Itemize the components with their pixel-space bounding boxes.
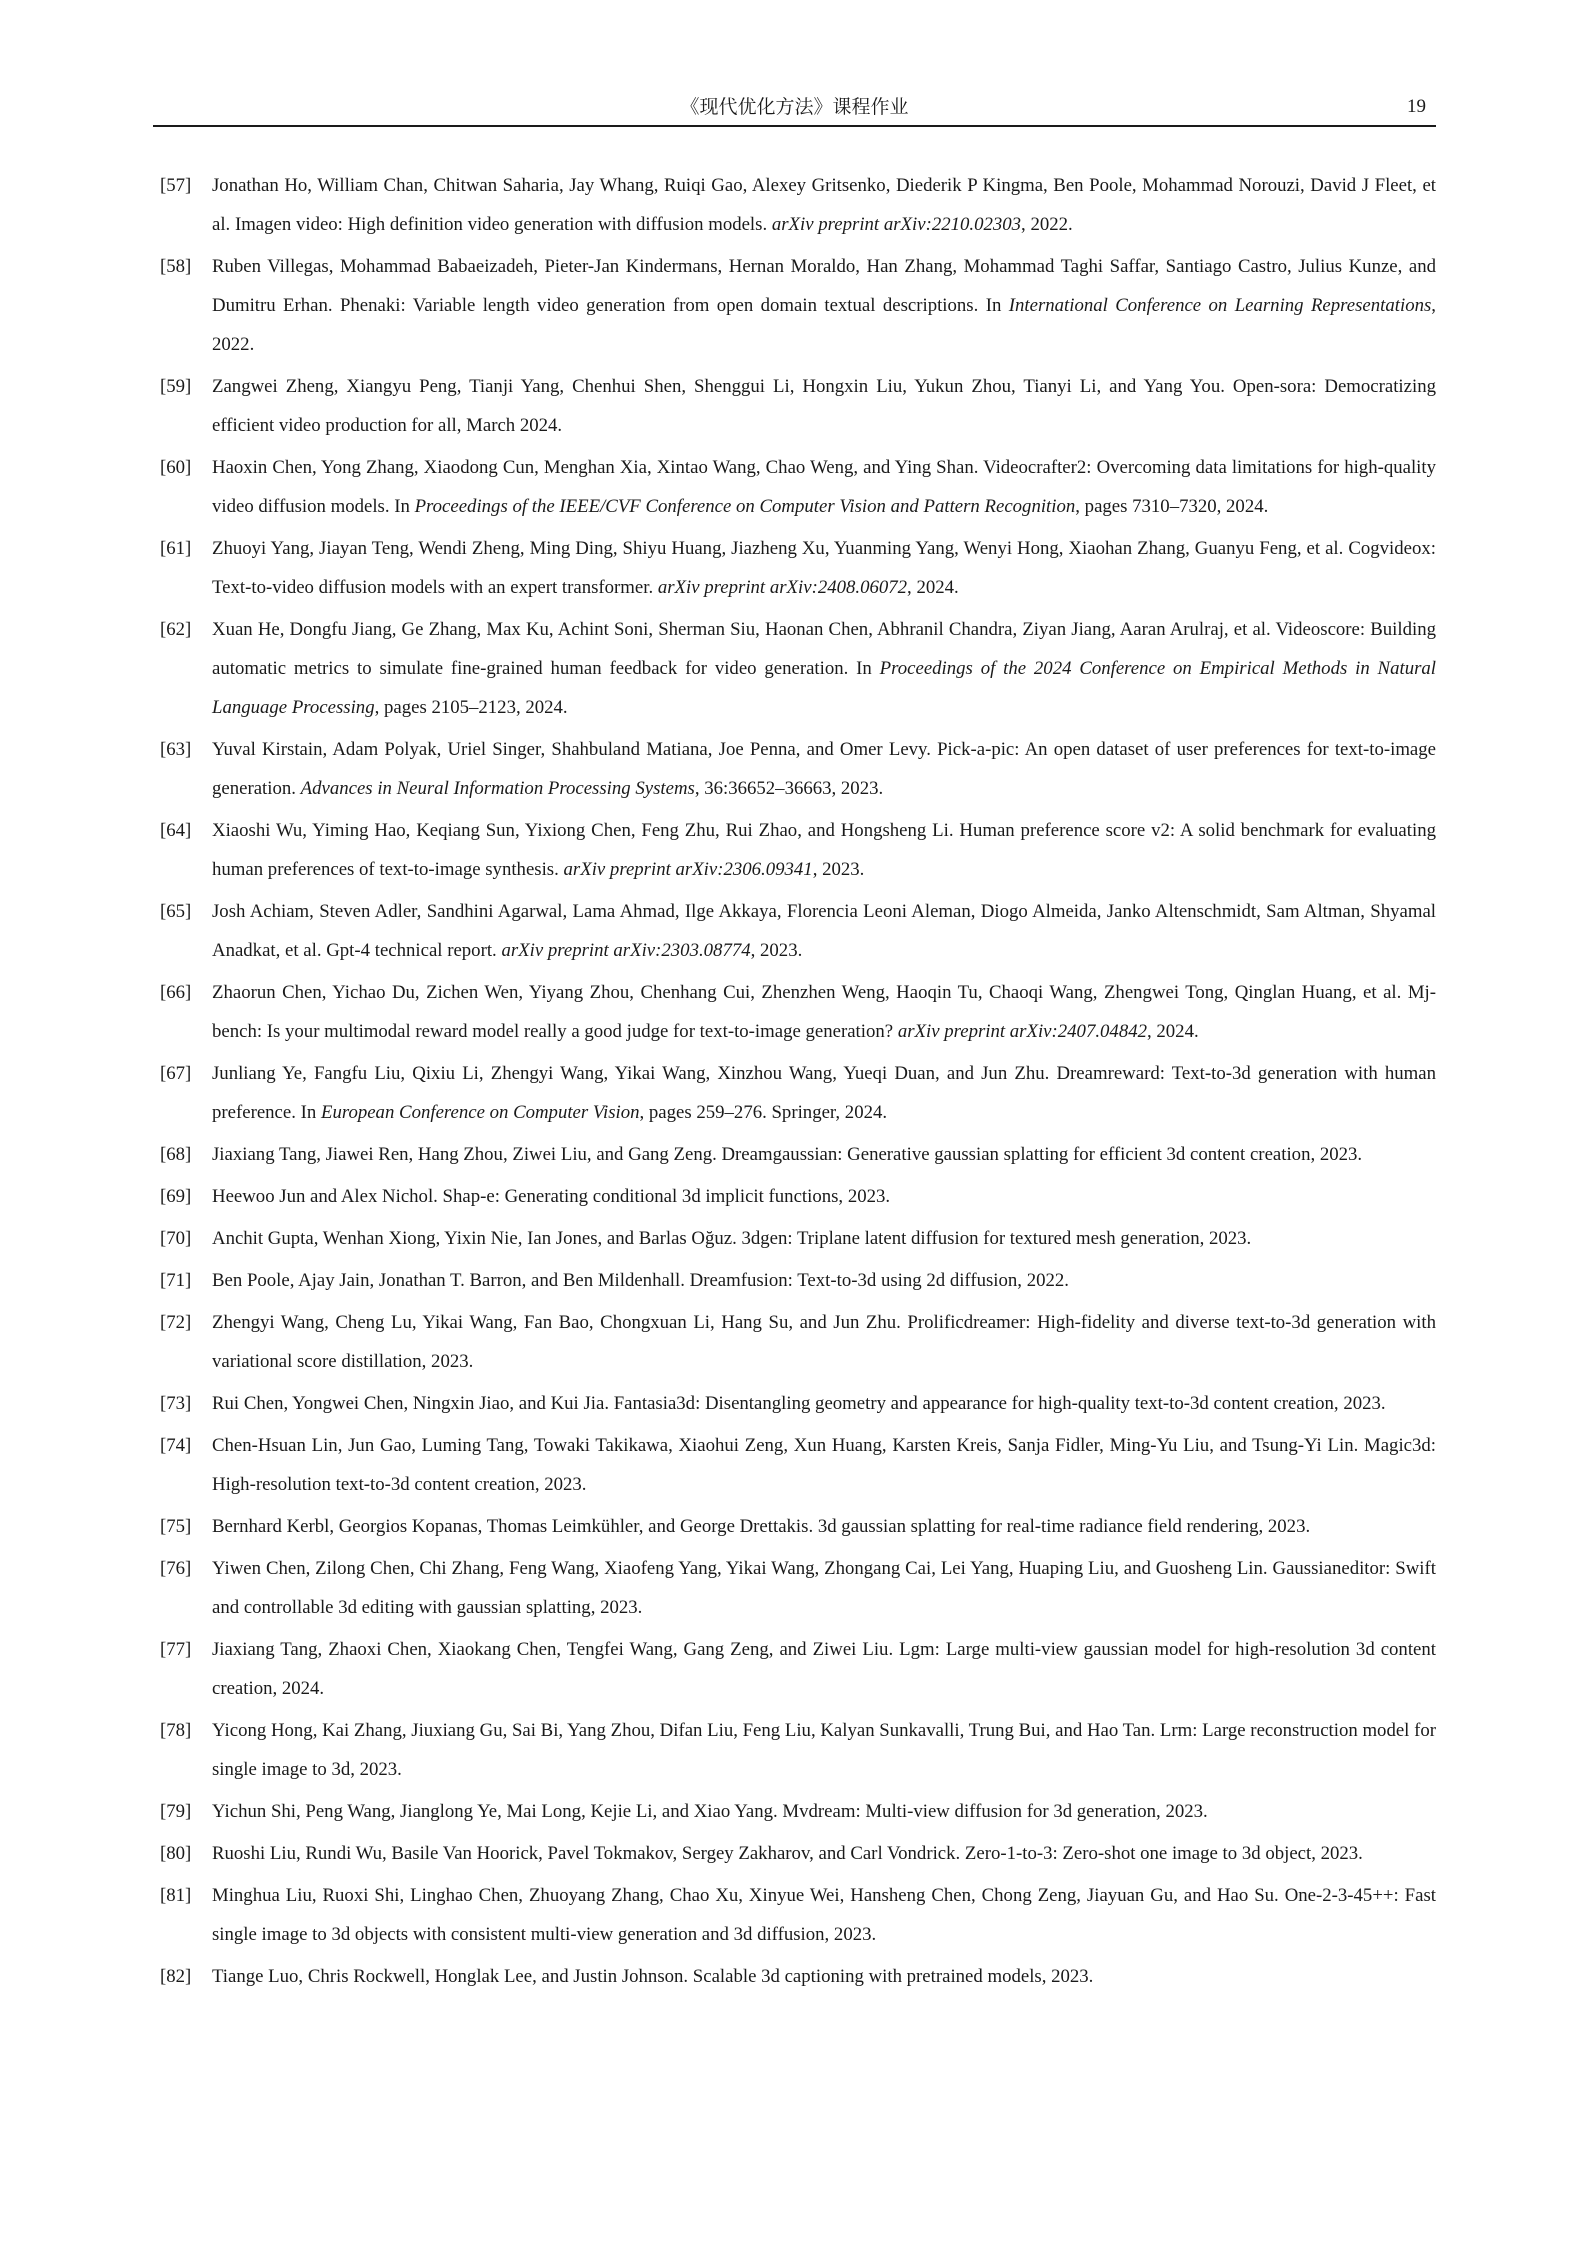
reference-number: [61]: [160, 538, 192, 559]
reference-text: [212, 1876, 1436, 1954]
reference-main: Ruoshi Liu, Rundi Wu, Basile Van Hoorick, Pavel Tokmakov, Sergey Zakharov, and Carl Vondrick. Zero-1-to-3: Zero-shot one image to 3d object, 2023.: [212, 1843, 1363, 1864]
reference-tail: , 36:36652–36663, 2023.: [694, 778, 884, 799]
reference-main: Josh Achiam, Steven Adler, Sandhini Agarwal, Lama Ahmad, Ilge Akkaya, Florencia Leoni Aleman, Diogo Almeida, Janko Altenschmidt, Sam Altman, Shyamal Anadkat, et al. Gpt-4 technical report.: [212, 901, 1436, 961]
reference-text: [212, 811, 1436, 889]
reference-number: [73]: [160, 1393, 192, 1414]
reference-number: [74]: [160, 1435, 192, 1456]
reference-main: Junliang Ye, Fangfu Liu, Qixiu Li, Zhengyi Wang, Yikai Wang, Xinzhou Wang, Yueqi Duan, and Jun Zhu. Dreamreward: Text-to-3d generation with human preference. In: [212, 1063, 1436, 1123]
reference-item: [160, 1792, 1436, 1831]
reference-item: [160, 811, 1436, 889]
reference-item: [160, 730, 1436, 808]
reference-venue: International Conference on Learning Representations: [1008, 295, 1432, 316]
reference-text: [212, 367, 1436, 445]
reference-number: [62]: [160, 619, 192, 640]
reference-main: Zhengyi Wang, Cheng Lu, Yikai Wang, Fan Bao, Chongxuan Li, Hang Su, and Jun Zhu. Prolificdreamer: High-fidelity and diverse text-to-3d generation with variational score distillation, 2023.: [212, 1312, 1436, 1372]
reference-tail: , pages 7310–7320, 2024.: [1075, 496, 1269, 517]
reference-item: [160, 367, 1436, 445]
reference-text: [212, 1792, 1436, 1831]
reference-number: [68]: [160, 1144, 192, 1165]
reference-main: Xiaoshi Wu, Yiming Hao, Keqiang Sun, Yixiong Chen, Feng Zhu, Rui Zhao, and Hongsheng Li. Human preference score v2: A solid benchmark for evaluating human preferences of text-to-image synthesis.: [212, 820, 1436, 880]
reference-item: [160, 1630, 1436, 1708]
reference-item: [160, 1507, 1436, 1546]
reference-number: [80]: [160, 1843, 192, 1864]
reference-item: [160, 1054, 1436, 1132]
reference-item: [160, 1426, 1436, 1504]
reference-item: [160, 1549, 1436, 1627]
reference-main: Yicong Hong, Kai Zhang, Jiuxiang Gu, Sai Bi, Yang Zhou, Difan Liu, Feng Liu, Kalyan Sunkavalli, Trung Bui, and Hao Tan. Lrm: Large reconstruction model for single image to 3d, 2023.: [212, 1720, 1436, 1780]
reference-number: [63]: [160, 739, 192, 760]
reference-tail: , 2024.: [907, 577, 959, 598]
reference-text: [212, 448, 1436, 526]
reference-main: Rui Chen, Yongwei Chen, Ningxin Jiao, and Kui Jia. Fantasia3d: Disentangling geometry and appearance for high-quality text-to-3d content creation, 2023.: [212, 1393, 1386, 1414]
reference-tail: , 2024.: [1147, 1021, 1199, 1042]
reference-tail: , 2022.: [212, 295, 1436, 355]
reference-list: [160, 166, 1436, 1999]
reference-venue: arXiv preprint arXiv:2210.02303: [771, 214, 1022, 235]
reference-text: [212, 1135, 1436, 1174]
reference-number: [58]: [160, 256, 192, 277]
reference-text: [212, 730, 1436, 808]
reference-text: [212, 973, 1436, 1051]
reference-main: Ruben Villegas, Mohammad Babaeizadeh, Pieter-Jan Kindermans, Hernan Moraldo, Han Zhang, Mohammad Taghi Saffar, Santiago Castro, Julius Kunze, and Dumitru Erhan. Phenaki: Variable length video generation from open domain textual descriptions. In: [212, 256, 1436, 316]
reference-item: [160, 166, 1436, 244]
reference-text: [212, 247, 1436, 364]
reference-item: [160, 529, 1436, 607]
reference-text: [212, 1261, 1436, 1300]
reference-item: [160, 1303, 1436, 1381]
reference-number: [82]: [160, 1966, 192, 1987]
reference-text: [212, 1711, 1436, 1789]
reference-main: Haoxin Chen, Yong Zhang, Xiaodong Cun, Menghan Xia, Xintao Wang, Chao Weng, and Ying Shan. Videocrafter2: Overcoming data limitations for high-quality video diffusion models. In: [212, 457, 1436, 517]
reference-text: [212, 1303, 1436, 1381]
reference-number: [57]: [160, 175, 192, 196]
reference-number: [70]: [160, 1228, 192, 1249]
reference-tail: , 2023.: [750, 940, 803, 961]
reference-main: Tiange Luo, Chris Rockwell, Honglak Lee, and Justin Johnson. Scalable 3d captioning with pretrained models, 2023.: [212, 1966, 1094, 1987]
reference-item: [160, 892, 1436, 970]
reference-main: Yiwen Chen, Zilong Chen, Chi Zhang, Feng Wang, Xiaofeng Yang, Yikai Wang, Zhongang Cai, Lei Yang, Huaping Liu, and Guosheng Lin. Gaussianeditor: Swift and controllable 3d editing with gaussian splatting, 2023.: [212, 1558, 1436, 1618]
reference-text: [212, 1957, 1436, 1996]
page-header: [153, 93, 1436, 127]
reference-main: Jiaxiang Tang, Zhaoxi Chen, Xiaokang Chen, Tengfei Wang, Gang Zeng, and Ziwei Liu. Lgm: Large multi-view gaussian model for high-resolution 3d content creation, 2024.: [212, 1639, 1436, 1699]
reference-item: [160, 1876, 1436, 1954]
reference-text: [212, 529, 1436, 607]
reference-venue: arXiv preprint arXiv:2407.04842: [897, 1021, 1147, 1042]
reference-venue: Proceedings of the 2024 Conference on Empirical Methods in Natural Language Processing: [212, 658, 1437, 718]
header-title: 《现代优化方法》课程作业: [680, 96, 909, 118]
reference-text: [212, 1219, 1436, 1258]
reference-main: Yichun Shi, Peng Wang, Jianglong Ye, Mai Long, Kejie Li, and Xiao Yang. Mvdream: Multi-view diffusion for 3d generation, 2023.: [212, 1801, 1208, 1822]
reference-text: [212, 1054, 1436, 1132]
reference-text: [212, 1507, 1436, 1546]
reference-number: [65]: [160, 901, 192, 922]
reference-text: [212, 1177, 1436, 1216]
reference-item: [160, 1219, 1436, 1258]
reference-item: [160, 247, 1436, 364]
page-number: 19: [1407, 96, 1426, 117]
reference-number: [67]: [160, 1063, 192, 1084]
reference-venue: arXiv preprint arXiv:2408.06072: [657, 577, 908, 598]
reference-main: Bernhard Kerbl, Georgios Kopanas, Thomas Leimkühler, and George Drettakis. 3d gaussian splatting for real-time radiance field rendering, 2023.: [212, 1516, 1311, 1537]
reference-number: [60]: [160, 457, 192, 478]
reference-item: [160, 1135, 1436, 1174]
reference-item: [160, 973, 1436, 1051]
reference-item: [160, 1957, 1436, 1996]
reference-number: [64]: [160, 820, 192, 841]
reference-main: Jiaxiang Tang, Jiawei Ren, Hang Zhou, Ziwei Liu, and Gang Zeng. Dreamgaussian: Generative gaussian splatting for efficient 3d content creation, 2023.: [212, 1144, 1363, 1165]
reference-venue: Advances in Neural Information Processing Systems: [300, 778, 695, 799]
reference-number: [72]: [160, 1312, 192, 1333]
reference-number: [81]: [160, 1885, 192, 1906]
reference-main: Heewoo Jun and Alex Nichol. Shap-e: Generating conditional 3d implicit functions, 2023.: [212, 1186, 891, 1207]
reference-item: [160, 1261, 1436, 1300]
reference-item: [160, 1177, 1436, 1216]
reference-main: Minghua Liu, Ruoxi Shi, Linghao Chen, Zhuoyang Zhang, Chao Xu, Xinyue Wei, Hansheng Chen, Chong Zeng, Jiayuan Gu, and Hao Su. One-2-3-45++: Fast single image to 3d objects with consistent multi-view generation and 3d diffusion, 2023.: [212, 1885, 1436, 1945]
reference-main: Yuval Kirstain, Adam Polyak, Uriel Singer, Shahbuland Matiana, Joe Penna, and Omer Levy. Pick-a-pic: An open dataset of user preferences for text-to-image generation.: [212, 739, 1436, 799]
reference-item: [160, 1711, 1436, 1789]
reference-tail: , 2023.: [812, 859, 865, 880]
reference-item: [160, 448, 1436, 526]
reference-text: [212, 892, 1436, 970]
reference-number: [59]: [160, 376, 192, 397]
reference-main: Xuan He, Dongfu Jiang, Ge Zhang, Max Ku, Achint Soni, Sherman Siu, Haonan Chen, Abhranil Chandra, Ziyan Jiang, Aaran Arulraj, et al. Videoscore: Building automatic metrics to simulate fine-grained human feedback for video generation. In: [212, 619, 1436, 679]
reference-number: [76]: [160, 1558, 192, 1579]
reference-main: Chen-Hsuan Lin, Jun Gao, Luming Tang, Towaki Takikawa, Xiaohui Zeng, Xun Huang, Karsten Kreis, Sanja Fidler, Ming-Yu Liu, and Tsung-Yi Lin. Magic3d: High-resolution text-to-3d content creation, 2023.: [212, 1435, 1436, 1495]
reference-main: Jonathan Ho, William Chan, Chitwan Saharia, Jay Whang, Ruiqi Gao, Alexey Gritsenko, Diederik P Kingma, Ben Poole, Mohammad Norouzi, David J Fleet, et al. Imagen video: High definition video generation with diffusion models.: [212, 175, 1436, 235]
reference-tail: , 2022.: [1021, 214, 1073, 235]
reference-number: [66]: [160, 982, 192, 1003]
reference-number: [79]: [160, 1801, 192, 1822]
reference-text: [212, 1426, 1436, 1504]
reference-venue: arXiv preprint arXiv:2306.09341: [563, 859, 813, 880]
reference-main: Anchit Gupta, Wenhan Xiong, Yixin Nie, Ian Jones, and Barlas Oğuz. 3dgen: Triplane latent diffusion for textured mesh generation, 2023.: [212, 1228, 1252, 1249]
reference-text: [212, 610, 1436, 727]
reference-text: [212, 1549, 1436, 1627]
reference-item: [160, 610, 1436, 727]
reference-item: [160, 1384, 1436, 1423]
reference-venue: arXiv preprint arXiv:2303.08774: [501, 940, 751, 961]
reference-main: Zhuoyi Yang, Jiayan Teng, Wendi Zheng, Ming Ding, Shiyu Huang, Jiazheng Xu, Yuanming Yang, Wenyi Hong, Xiaohan Zhang, Guanyu Feng, et al. Cogvideox: Text-to-video diffusion models with an expert transformer.: [212, 538, 1436, 598]
reference-number: [78]: [160, 1720, 192, 1741]
reference-number: [69]: [160, 1186, 192, 1207]
reference-text: [212, 1384, 1436, 1423]
reference-number: [75]: [160, 1516, 192, 1537]
reference-main: Zhaorun Chen, Yichao Du, Zichen Wen, Yiyang Zhou, Chenhang Cui, Zhenzhen Weng, Haoqin Tu, Chaoqi Wang, Zhengwei Tong, Qinglan Huang, et al. Mj-bench: Is your multimodal reward model really a good judge for text-to-image generation?: [212, 982, 1436, 1042]
reference-text: [212, 166, 1436, 244]
reference-main: Ben Poole, Ajay Jain, Jonathan T. Barron, and Ben Mildenhall. Dreamfusion: Text-to-3d using 2d diffusion, 2022.: [212, 1270, 1069, 1291]
reference-venue: European Conference on Computer Vision: [320, 1102, 640, 1123]
reference-text: [212, 1630, 1436, 1708]
reference-tail: , pages 2105–2123, 2024.: [374, 697, 568, 718]
reference-venue: Proceedings of the IEEE/CVF Conference on Computer Vision and Pattern Recognition: [414, 496, 1076, 517]
reference-main: Zangwei Zheng, Xiangyu Peng, Tianji Yang, Chenhui Shen, Shenggui Li, Hongxin Liu, Yukun Zhou, Tianyi Li, and Yang You. Open-sora: Democratizing efficient video production for all, March 2024.: [212, 376, 1436, 436]
reference-number: [77]: [160, 1639, 192, 1660]
reference-item: [160, 1834, 1436, 1873]
reference-text: [212, 1834, 1436, 1873]
reference-tail: , pages 259–276. Springer, 2024.: [639, 1102, 888, 1123]
reference-number: [71]: [160, 1270, 192, 1291]
